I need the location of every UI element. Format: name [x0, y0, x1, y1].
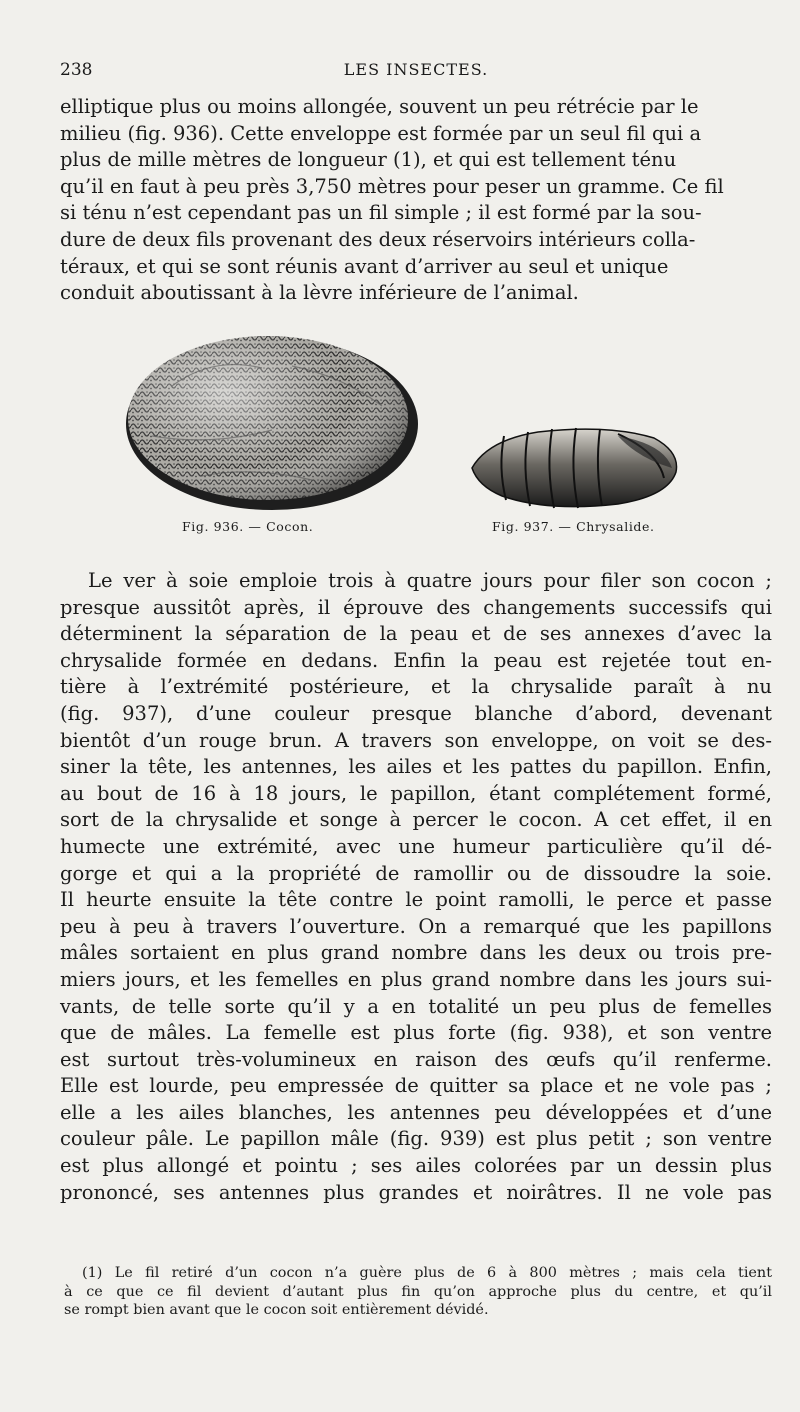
text-line: Le ver à soie emploie trois à quatre jours pour filer son cocon ; [88, 569, 772, 592]
text-line: vants, de telle sorte qu’il y a en totalité un peu plus de femelles [60, 994, 772, 1018]
text-line: chrysalide formée en dedans. Enfin la peau est rejetée tout en- [60, 648, 772, 672]
text-line: Il heurte ensuite la tête contre le point ramolli, le perce et passe [60, 888, 772, 912]
footnote [64, 1264, 772, 1320]
text-line: elliptique plus ou moins allongée, souvent un peu rétrécie par le [60, 95, 699, 118]
text-line: que de mâles. La femelle est plus forte (fig. 938), et son ventre [60, 1021, 772, 1045]
figure-caption-cocoon: Fig. 936. — Cocon. [182, 519, 314, 534]
text-line: milieu (fig. 936). Cette enveloppe est formée par un seul fil qui a [60, 121, 702, 145]
paragraph-metamorphosis [60, 568, 772, 1206]
chrysalis-illustration [468, 422, 682, 514]
footnote-line: (1) Le fil retiré d’un cocon n’a guère plus de 6 à 800 mètres ; mais cela tient [82, 1265, 772, 1281]
text-line: bientôt d’un rouge brun. A travers son enveloppe, on voit se des- [60, 728, 772, 752]
text-line: presque aussitôt après, il éprouve des changements successifs qui [60, 595, 772, 619]
text-line: (fig. 937), d’une couleur presque blanche d’abord, devenant [60, 701, 772, 725]
footnote-line: à ce que ce fil devient d’autant plus fin qu’on approche plus du centre, et qu’il [64, 1283, 772, 1300]
text-line: qu’il en faut à peu près 3,750 mètres pour peser un gramme. Ce fil [60, 174, 724, 198]
text-line: humecte une extrémité, avec une humeur particulière qu’il dé- [60, 834, 772, 858]
text-line: Elle est lourde, peu empressée de quitter sa place et ne vole pas ; [60, 1074, 772, 1098]
text-line: tière à l’extrémité postérieure, et la chrysalide paraît à nu [60, 675, 772, 699]
running-head [60, 60, 772, 84]
text-line: dure de deux fils provenant des deux réservoirs intérieurs colla- [60, 227, 696, 251]
text-line: au bout de 16 à 18 jours, le papillon, étant complétement formé, [60, 781, 772, 805]
text-line: déterminent la séparation de la peau et de ses annexes d’avec la [60, 622, 772, 646]
text-line: gorge et qui a la propriété de ramollir ou de dissoudre la soie. [60, 861, 772, 885]
running-title: LES INSECTES. [343, 60, 489, 79]
text-line: elle a les ailes blanches, les antennes peu développées et d’une [60, 1100, 772, 1124]
footnote-line: se rompt bien avant que le cocon soit entièrement dévidé. [64, 1302, 489, 1319]
paragraph-cocoon-silk [60, 94, 772, 307]
page-number: 238 [60, 60, 93, 80]
text-line: miers jours, et les femelles en plus grand nombre dans les jours sui- [60, 967, 772, 991]
text-line: est plus allongé et pointu ; ses ailes colorées par un dessin plus [60, 1154, 772, 1178]
text-line: est surtout très-volumineux en raison des œufs qu’il renferme. [60, 1047, 772, 1071]
text-line: prononcé, ses antennes plus grandes et noirâtres. Il ne vole pas [60, 1180, 772, 1204]
text-line: téraux, et qui se sont réunis avant d’arriver au seul et unique [60, 254, 669, 278]
cocoon-illustration [122, 326, 422, 514]
figure-caption-chrysalis: Fig. 937. — Chrysalide. [492, 519, 655, 534]
text-line: plus de mille mètres de longueur (1), et qui est tellement ténu [60, 148, 677, 172]
text-line: conduit aboutissant à la lèvre inférieure de l’animal. [60, 281, 579, 305]
text-line: si ténu n’est cependant pas un fil simple ; il est formé par la sou- [60, 201, 702, 225]
text-line: sort de la chrysalide et songe à percer le cocon. A cet effet, il en [60, 808, 772, 832]
text-line: peu à peu à travers l’ouverture. On a remarqué que les papillons [60, 914, 772, 938]
text-line: couleur pâle. Le papillon mâle (fig. 939) est plus petit ; son ventre [60, 1127, 772, 1151]
text-line: siner la tête, les antennes, les ailes et les pattes du papillon. Enfin, [60, 755, 772, 779]
text-line: mâles sortaient en plus grand nombre dans les deux ou trois pre- [60, 941, 772, 965]
